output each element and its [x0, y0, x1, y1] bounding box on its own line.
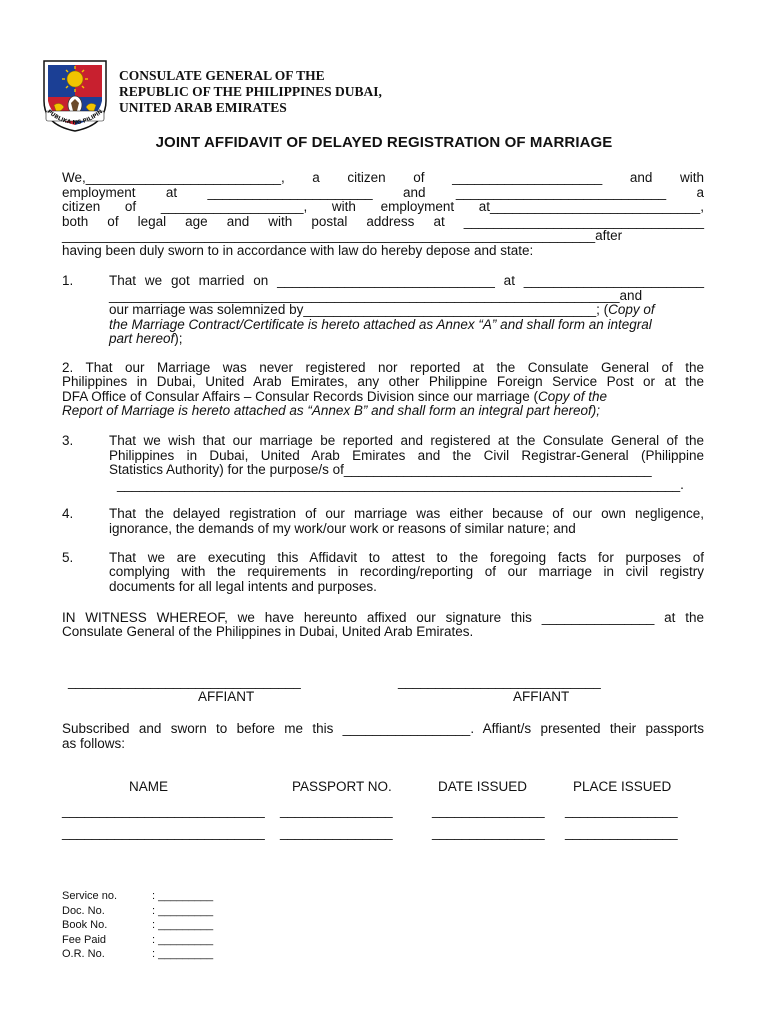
- header-line-2: REPUBLIC OF THE PHILIPPINES DUBAI,: [119, 84, 382, 99]
- p5-line-2: complying with the requirements in recording/reporting of our marriage in civil registry: [109, 564, 704, 579]
- footer-label-doc-no: Doc. No.: [62, 905, 105, 917]
- p3-line-3: Statistics Authority) for the purpose/s of_________________________________________: [109, 462, 652, 477]
- p4-line-1: That the delayed registration of our marriage was either because of our own negligence,: [109, 506, 704, 521]
- intro-line-3: citizen of ___________________, with employment at____________________________,: [62, 199, 704, 214]
- consulate-header: [119, 68, 382, 116]
- table-row-1-name[interactable]: ___________________________: [62, 803, 265, 818]
- p3-line-2: Philippines in Dubai, United Arab Emirates and the Civil Registrar-General (Philippine: [109, 448, 704, 463]
- footer-value-service-no[interactable]: : _________: [152, 890, 214, 902]
- affiant-signature-line-right[interactable]: ___________________________: [398, 674, 601, 689]
- witness-line-1: IN WITNESS WHEREOF, we have hereunto affixed our signature this _______________ at the: [62, 610, 704, 625]
- table-row-1-passport[interactable]: _______________: [280, 803, 393, 818]
- footer-label-book-no: Book No.: [62, 919, 108, 931]
- table-header-passport-no: PASSPORT NO.: [292, 779, 392, 794]
- intro-line-2: employment at ______________________ and ____________________________ a: [62, 185, 704, 200]
- subscribed-line-2: as follows:: [62, 736, 126, 751]
- subscribed-line-1: Subscribed and sworn to before me this _________________. Affiant/s presented their passports: [62, 721, 704, 736]
- table-row-2-passport[interactable]: _______________: [280, 825, 393, 840]
- philippine-consular-seal-icon: [38, 55, 112, 135]
- footer-value-doc-no[interactable]: : _________: [152, 905, 214, 917]
- footer-label-or-no: O.R. No.: [62, 948, 105, 960]
- intro-line-1: We,__________________________, a citizen of ____________________ and with: [62, 170, 704, 185]
- item-number-5: 5.: [62, 550, 74, 565]
- affiant-signature-line-left[interactable]: _______________________________: [68, 674, 301, 689]
- table-row-1-place[interactable]: _______________: [565, 803, 678, 818]
- footer-label-service-no: Service no.: [62, 890, 118, 902]
- p2-line-1: 2. That our Marriage was never registered nor reported at the Consulate General of the: [62, 360, 704, 375]
- table-row-1-date[interactable]: _______________: [432, 803, 545, 818]
- table-header-place-issued: PLACE ISSUED: [573, 779, 672, 794]
- table-row-2-place[interactable]: _______________: [565, 825, 678, 840]
- table-header-date-issued: DATE ISSUED: [438, 779, 528, 794]
- affiant-label-right: AFFIANT: [513, 689, 570, 704]
- document-title: JOINT AFFIDAVIT OF DELAYED REGISTRATION OF MARRIAGE: [155, 134, 613, 151]
- p5-line-3: documents for all legal intents and purposes.: [109, 579, 377, 594]
- affiant-label-left: AFFIANT: [198, 689, 255, 704]
- item-number-4: 4.: [62, 506, 74, 521]
- p1-line-5: part hereof);: [109, 331, 183, 346]
- item-number-3: 3.: [62, 433, 74, 448]
- seal-ring-text: PUBLIKA NG PILIPIN: [45, 108, 105, 127]
- p2-line-3: DFA Office of Consular Affairs – Consular Records Division since our marriage (Copy of the: [62, 389, 607, 404]
- intro-line-6: having been duly sworn to in accordance with law do hereby depose and state:: [62, 243, 534, 258]
- intro-line-4: both of legal age and with postal address at ________________________________: [62, 214, 704, 229]
- p5-line-1: That we are executing this Affidavit to attest to the foregoing facts for purposes of: [109, 550, 704, 565]
- header-line-1: CONSULATE GENERAL OF THE: [119, 68, 325, 83]
- p2-line-2: Philippines in Dubai, United Arab Emirates, any other Philippine Foreign Service Post or at the: [62, 374, 704, 389]
- p4-line-2: ignorance, the demands of my work/our work or reasons of similar nature; and: [109, 521, 576, 536]
- table-row-2-name[interactable]: ___________________________: [62, 825, 265, 840]
- table-row-2-date[interactable]: _______________: [432, 825, 545, 840]
- footer-value-book-no[interactable]: : _________: [152, 919, 214, 931]
- p2-line-4: Report of Marriage is hereto attached as “Annex B” and shall form an integral part hereof);: [62, 403, 601, 418]
- footer-value-or-no[interactable]: : _________: [152, 948, 214, 960]
- p3-line-4: ___________________________________________________________________________.: [117, 477, 684, 492]
- intro-line-5: _______________________________________________________________________after: [62, 228, 623, 243]
- p1-line-4: the Marriage Contract/Certificate is hereto attached as Annex “A” and shall form an integral: [109, 317, 652, 332]
- p1-line-1: That we got married on _____________________________ at ________________________: [109, 273, 704, 288]
- footer-label-fee-paid: Fee Paid: [62, 934, 107, 946]
- p3-line-1: That we wish that our marriage be reported and registered at the Consulate General of the: [109, 433, 704, 448]
- witness-line-2: Consulate General of the Philippines in Dubai, United Arab Emirates.: [62, 624, 474, 639]
- item-number-1: 1.: [62, 273, 74, 288]
- table-header-name: NAME: [129, 779, 169, 794]
- footer-value-fee-paid[interactable]: : _________: [152, 934, 214, 946]
- p1-line-2: ____________________________________________________________________and: [109, 288, 643, 303]
- p1-line-3: our marriage was solemnized by_______________________________________; (Copy of: [109, 302, 655, 317]
- header-line-3: UNITED ARAB EMIRATES: [119, 100, 287, 115]
